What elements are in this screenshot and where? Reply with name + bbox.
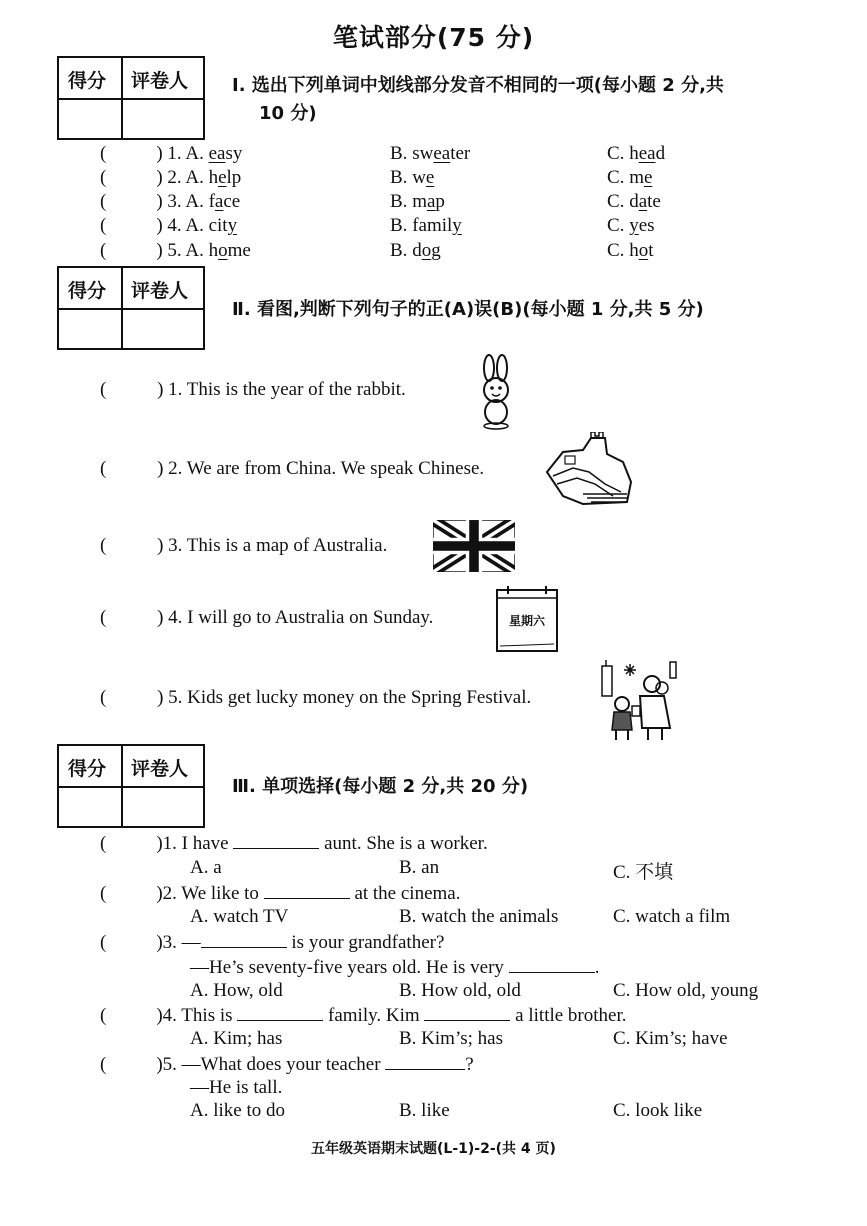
option-a[interactable]: A. How, old [190, 980, 283, 1001]
option-a-word: face [208, 191, 241, 212]
option-c-word: yes [629, 215, 655, 236]
item-number: ) 4. A. [156, 215, 209, 236]
option-c-word: head [629, 143, 666, 164]
option-c[interactable]: C. watch a film [613, 906, 731, 927]
pronunciation-item [100, 215, 237, 237]
question-3-line2: —He’s seventy-five years old. He is very . [190, 957, 600, 978]
answer-blank[interactable] [385, 1053, 465, 1070]
answer-blank[interactable] [509, 956, 595, 973]
option-b-word: map [412, 191, 445, 212]
question-4: ( )4. This is family. Kim a little brother. [100, 1005, 627, 1026]
section1-heading: Ⅰ. 选出下列单词中划线部分发音不相同的一项(每小题 2 分,共 10 分) [232, 75, 724, 124]
option-c[interactable]: C. How old, young [613, 980, 759, 1001]
answer-blank[interactable] [201, 931, 287, 948]
answer-paren[interactable]: ( [100, 932, 107, 953]
option-c[interactable]: C. Kim’s; have [613, 1028, 728, 1049]
option-c: C. yes [607, 215, 655, 236]
option-b-word: sweater [412, 143, 471, 164]
option-b: B. sweater [390, 143, 471, 164]
score-label: 得分 [68, 70, 107, 92]
answer-paren[interactable]: ( [100, 1054, 107, 1075]
option-b-word: family [412, 215, 462, 236]
pronunciation-item [100, 240, 251, 262]
score-box [57, 266, 205, 350]
option-b-word: we [412, 167, 435, 188]
option-c: C. date [607, 191, 661, 212]
option-c: C. me [607, 167, 653, 188]
option-b[interactable]: B. How old, old [399, 980, 521, 1001]
grader-label: 评卷人 [131, 70, 189, 92]
answer-paren[interactable]: ( [100, 458, 107, 479]
spring-festival-icon [600, 658, 680, 742]
answer-blank[interactable] [233, 832, 319, 849]
judge-item-3: ( ) 3. This is a map of Australia. [100, 535, 388, 556]
answer-paren[interactable]: ( [100, 240, 107, 261]
score-box [57, 56, 205, 140]
grader-label: 评卷人 [131, 758, 189, 780]
option-b[interactable]: B. watch the animals [399, 906, 559, 927]
answer-paren[interactable]: ( [100, 883, 107, 904]
judge-item-2: ( ) 2. We are from China. We speak Chinese. [100, 458, 485, 479]
calendar-icon [496, 584, 558, 652]
question-1: ( )1. I have aunt. She is a worker. [100, 833, 488, 854]
option-a[interactable]: A. watch TV [190, 906, 289, 927]
option-a[interactable]: A. Kim; has [190, 1028, 283, 1049]
answer-paren[interactable]: ( [100, 687, 107, 708]
answer-blank[interactable] [424, 1004, 510, 1021]
option-b: B. map [390, 191, 445, 212]
option-b[interactable]: B. like [399, 1100, 450, 1121]
answer-paren[interactable]: ( [100, 215, 107, 236]
answer-paren[interactable]: ( [100, 535, 107, 556]
option-c[interactable]: C. look like [613, 1100, 703, 1121]
question-5: ( )5. —What does your teacher ? [100, 1054, 474, 1075]
option-b[interactable]: B. an [399, 857, 440, 878]
option-b-word: dog [412, 240, 441, 261]
answer-paren[interactable]: ( [100, 143, 107, 164]
item-number: ) 3. A. [156, 191, 209, 212]
judge-item-5: ( ) 5. Kids get lucky money on the Spring Festival. [100, 687, 532, 708]
option-a-word: help [208, 167, 242, 188]
pronunciation-item [100, 191, 240, 213]
section3-heading: Ⅲ. 单项选择(每小题 2 分,共 20 分) [232, 776, 529, 797]
judge-item-4: ( ) 4. I will go to Australia on Sunday. [100, 607, 434, 628]
score-label: 得分 [68, 280, 107, 302]
uk-flag-icon [433, 520, 515, 572]
option-a-word: easy [208, 143, 243, 164]
score-box [57, 744, 205, 828]
option-b: B. family [390, 215, 462, 236]
section2-heading: Ⅱ. 看图,判断下列句子的正(A)误(B)(每小题 1 分,共 5 分) [232, 299, 704, 320]
grader-label: 评卷人 [131, 280, 189, 302]
pronunciation-item [100, 143, 242, 165]
rabbit-icon [474, 354, 518, 430]
question-3: ( )3. — is your grandfather? [100, 932, 445, 953]
option-c-word: hot [629, 240, 654, 261]
option-b: B. we [390, 167, 435, 188]
option-b: B. dog [390, 240, 441, 261]
great-wall-icon [543, 432, 635, 506]
option-c-word: me [629, 167, 653, 188]
option-a-word: city [208, 215, 238, 236]
option-b[interactable]: B. Kim’s; has [399, 1028, 503, 1049]
answer-paren[interactable]: ( [100, 379, 107, 400]
pronunciation-item [100, 167, 241, 189]
item-number: ) 1. A. [156, 143, 209, 164]
item-number: ) 5. A. [156, 240, 209, 261]
answer-paren[interactable]: ( [100, 607, 107, 628]
question-2: ( )2. We like to at the cinema. [100, 883, 461, 904]
item-number: ) 2. A. [156, 167, 209, 188]
calendar-day: 星期六 [508, 614, 545, 628]
answer-blank[interactable] [264, 882, 350, 899]
page-footer: 五年级英语期末试题(L-1)-2-(共 4 页) [311, 1141, 556, 1157]
answer-paren[interactable]: ( [100, 191, 107, 212]
answer-paren[interactable]: ( [100, 1005, 107, 1026]
option-c-word: date [629, 191, 661, 212]
option-c[interactable]: C. 不填 [613, 862, 674, 883]
option-a-word: home [208, 240, 251, 261]
answer-paren[interactable]: ( [100, 833, 107, 854]
answer-paren[interactable]: ( [100, 167, 107, 188]
option-c: C. hot [607, 240, 654, 261]
option-a[interactable]: A. like to do [190, 1100, 285, 1121]
page-title: 笔试部分(75 分) [332, 23, 535, 52]
option-a[interactable]: A. a [190, 857, 222, 878]
question-5-line2: —He is tall. [190, 1077, 283, 1098]
answer-blank[interactable] [237, 1004, 323, 1021]
judge-item-1: ( ) 1. This is the year of the rabbit. [100, 379, 406, 400]
score-label: 得分 [68, 758, 107, 780]
option-c: C. head [607, 143, 666, 164]
